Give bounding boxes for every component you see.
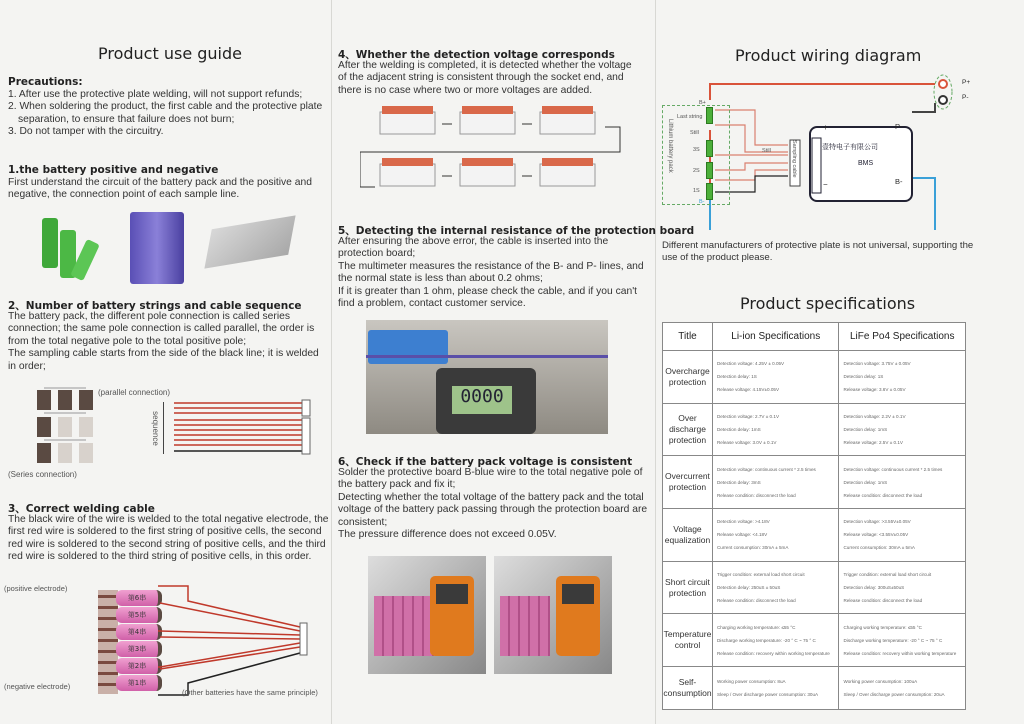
- sampling-cable-diagram: [172, 398, 317, 458]
- cell-label: 第5串: [116, 607, 162, 623]
- cell-label: 第2串: [116, 658, 162, 674]
- probe-wire: [366, 355, 608, 358]
- section1-text: First understand the circuit of the battery pack and the positive and negative, the connection point of each sample line.: [8, 177, 312, 201]
- bms-board-image: [368, 330, 448, 364]
- spec-line: Detection voltage: continuous current * 2.5 times: [843, 466, 943, 472]
- section4-heading: 4、Whether the detection voltage corresponds: [338, 49, 615, 61]
- precaution-item: 3. Do not tamper with the circuitry.: [8, 126, 164, 138]
- spec-line: Release condition: recovery within working temperature: [843, 650, 957, 656]
- spec-cell-lifepo4: [839, 667, 966, 710]
- spec-line: Current consumption: 30mA ± 5mA: [843, 545, 915, 551]
- spec-line: Charging working temperature: ≤55 °C: [716, 624, 796, 630]
- cell-label: 第3串: [116, 641, 162, 657]
- spec-row: [663, 614, 966, 667]
- precautions-list: [8, 89, 328, 139]
- string-label: 3S: [693, 147, 700, 153]
- prismatic-cell-image: [130, 212, 184, 284]
- precaution-item: 1. After use the protective plate welding, will not support refunds;: [8, 89, 303, 100]
- battery-pack-side-image: [98, 590, 118, 694]
- string-label: 1S: [693, 188, 700, 194]
- p-minus-terminal: P-: [962, 94, 969, 101]
- still-label: Still: [762, 148, 771, 154]
- section1-heading: 1.the battery positive and negative: [8, 164, 219, 176]
- section2-text2: The sampling cable starts from the side of the black line; it is welded in order;: [8, 348, 319, 372]
- spec-row-title: Over discharge protection: [663, 403, 713, 456]
- sampling-cable-label: Sampling cable: [791, 140, 797, 178]
- spec-cell-lifepo4: [839, 351, 966, 404]
- spec-cell-lifepo4: [839, 614, 966, 667]
- cell-label: 第6串: [116, 590, 162, 606]
- spec-line: Release condition: disconnect the load: [716, 492, 796, 498]
- spec-line: Working power consumption: 100uA: [843, 679, 918, 685]
- string-label: 2S: [693, 168, 700, 174]
- b-minus-board-label: B-: [895, 177, 903, 186]
- spec-line: Detection voltage: 3.75V ± 0.05V: [843, 361, 911, 367]
- spec-line: Detection delay: 1mS: [843, 427, 888, 433]
- header-liion: Li-ion Specifications: [712, 323, 839, 351]
- section4-text: After the welding is completed, it is detected whether the voltage of the adjacent string is consistent through the socket end, and there is no case where two or more voltages are added.: [338, 60, 632, 96]
- specs-table: [662, 322, 966, 710]
- spec-line: Charging working temperature: ≤55 °C: [843, 624, 922, 630]
- spec-line: Detection delay: 300uS±50uS: [843, 585, 905, 591]
- spec-row-title: Overcharge protection: [663, 351, 713, 404]
- minus-label: −: [823, 180, 828, 189]
- spec-line: Detection delay: 1mS: [843, 479, 888, 485]
- spec-line: Release condition: recovery within working temperature: [716, 650, 830, 656]
- spec-line: Detection voltage: >4.18V: [716, 519, 770, 525]
- welding-wires-diagram: [158, 583, 308, 699]
- bms-label: BMS: [858, 160, 874, 167]
- section6-heading: 6、Check if the battery pack voltage is consistent: [338, 456, 633, 468]
- section6-text: Solder the protective board B-blue wire to the total negative pole of the battery pack and fix it;: [338, 467, 643, 491]
- series-parallel-diagram: [30, 385, 100, 468]
- spec-row: [663, 456, 966, 509]
- spec-line: Discharge working temperature: -20 ° C ~ 75 ° C: [716, 637, 816, 643]
- cell-icon: [706, 162, 713, 179]
- multimeter-photo: [366, 320, 608, 434]
- cylindrical-cell-image: [42, 218, 58, 268]
- spec-row-title: Voltage equalization: [663, 509, 713, 562]
- section3-heading: 3、Correct welding cable: [8, 503, 155, 515]
- other-batteries-note: (Other batteries have the same principle): [182, 688, 318, 697]
- spec-line: Release voltage: <3.55V±0.05V: [843, 532, 909, 538]
- guide-title: Product use guide: [98, 44, 242, 63]
- spec-line: Detection delay: 1S: [716, 374, 757, 380]
- spec-line: Release condition: disconnect the load: [843, 598, 923, 604]
- spec-line: Current consumption: 30mA ± 5mA: [716, 545, 789, 551]
- cell-icon: [706, 140, 713, 157]
- b-minus-label: B-: [699, 199, 705, 205]
- cell-icon: [706, 183, 713, 200]
- section6-text3: The pressure difference does not exceed 0.05V.: [338, 529, 557, 541]
- cell-label: 第1串: [116, 675, 162, 691]
- spec-line: Detection voltage: 4.25V ± 0.05V: [716, 361, 785, 367]
- spec-line: Working power consumption: 8uA: [716, 679, 786, 685]
- spec-line: Release voltage: 2.5V ± 0.1V: [843, 440, 903, 446]
- sequence-arrow: [163, 402, 164, 454]
- spec-line: Trigger condition: external load short circuit: [843, 572, 932, 578]
- voltage-check-photo-2: [494, 556, 612, 674]
- spec-line: Release condition: disconnect the load: [843, 492, 923, 498]
- spec-line: Detection voltage: 2.2V ± 0.1V: [843, 414, 906, 420]
- spec-line: Sleep / Over discharge power consumption: 20uA: [843, 692, 945, 698]
- positive-electrode-label: (positive electrode): [4, 584, 68, 593]
- spec-row: [663, 351, 966, 404]
- spec-line: Release voltage: 3.6V ± 0.05V: [843, 387, 906, 393]
- pouch-cell-image: [204, 215, 295, 268]
- spec-cell-liion: [712, 403, 839, 456]
- spec-line: Detection delay: 1S: [843, 374, 884, 380]
- spec-row-title: Overcurrent protection: [663, 456, 713, 509]
- spec-cell-liion: [712, 456, 839, 509]
- spec-line: Sleep / Over discharge power consumption: 30uA: [716, 692, 819, 698]
- spec-row: [663, 667, 966, 710]
- p-minus-board-label: P-: [895, 122, 903, 131]
- spec-line: Detection voltage: 2.7V ± 0.1V: [716, 414, 780, 420]
- section5-body: [338, 236, 646, 310]
- cell-label: 第4串: [116, 624, 162, 640]
- fold-line: [655, 0, 656, 724]
- spec-cell-liion: [712, 509, 839, 562]
- spec-line: Detection delay: 3mS: [716, 479, 761, 485]
- voltage-check-diagram: [360, 102, 630, 200]
- multimeter-display: 0000: [452, 386, 512, 414]
- section5-text2: The multimeter measures the resistance of the B- and P- lines, and the normal state is less than about 0.2 ohms;: [338, 260, 644, 285]
- spec-line: Detection delay: 250uS ± 50uS: [716, 585, 781, 591]
- spec-cell-lifepo4: [839, 456, 966, 509]
- spec-row: [663, 509, 966, 562]
- voltage-check-photo-1: [368, 556, 486, 674]
- pack-label: Lithium battery pack: [667, 119, 673, 173]
- spec-row-title: Self-consumption: [663, 667, 713, 710]
- p-plus-terminal: P+: [962, 79, 971, 86]
- spec-line: Release condition: disconnect the load: [716, 598, 796, 604]
- header-lifepo4: LiFe Po4 Specifications: [839, 323, 966, 351]
- section2-body: [8, 311, 326, 373]
- cell-icon: [706, 107, 713, 124]
- section3-text: The black wire of the wire is welded to the total negative electrode, the first red wire is soldered to the first string of positive cells, the second red wire is soldered to the second string of positive cells, and the third red wire is soldered to the third string of positive cells, in this order.: [8, 514, 329, 563]
- section2-text: The battery pack, the different pole connection is called series connection; the same pole connection is called parallel, the order is from the total negative pole to the total positive pole;: [8, 311, 315, 347]
- spec-line: Detection voltage: continuous current * 2.5 times: [716, 466, 816, 472]
- header-title: Title: [663, 323, 713, 351]
- spec-cell-lifepo4: [839, 509, 966, 562]
- fold-line: [331, 0, 332, 724]
- cell-stack: [116, 590, 162, 692]
- wiring-note: Different manufacturers of protective plate is not universal, supporting the use of the product please.: [662, 240, 974, 263]
- spec-row: [663, 561, 966, 614]
- spec-row-title: Temperature control: [663, 614, 713, 667]
- spec-line: Detection voltage: >3.55V±0.05V: [843, 519, 911, 525]
- spec-line: Trigger condition: external load short circuit: [716, 572, 805, 578]
- spec-line: Release voltage: <4.18V: [716, 532, 768, 538]
- spec-line: Discharge working temperature: -20 ° C ~ 75 ° C: [843, 637, 943, 643]
- spec-cell-lifepo4: [839, 403, 966, 456]
- sequence-label: sequence: [150, 411, 160, 446]
- plus-label: +: [823, 123, 828, 132]
- negative-electrode-label: (negative electrode): [4, 682, 71, 691]
- precautions-heading: Precautions:: [8, 76, 83, 88]
- string-label: Last string: [677, 114, 703, 120]
- string-label: Still: [690, 130, 699, 136]
- spec-cell-liion: [712, 614, 839, 667]
- spec-cell-liion: [712, 561, 839, 614]
- section5-text3: If it is greater than 1 ohm, please check the cable, and if you can't find a problem, contact customer service.: [338, 285, 638, 310]
- precaution-item: 2. When soldering the product, the first cable and the protective plate separation, to ensure that failure does not burn;: [8, 101, 323, 125]
- section5-heading: 5、Detecting the internal resistance of the protection board: [338, 225, 695, 237]
- section6-body: [338, 467, 650, 541]
- section5-text: After ensuring the above error, the cable is inserted into the protection board;: [338, 236, 609, 260]
- spec-cell-liion: [712, 667, 839, 710]
- spec-row-title: Short circuit protection: [663, 561, 713, 614]
- bms-brand: 壹特电子有限公司: [822, 144, 878, 151]
- spec-cell-liion: [712, 351, 839, 404]
- series-label: (Series connection): [8, 470, 77, 479]
- b-plus-label: B+: [699, 100, 706, 106]
- wiring-title: Product wiring diagram: [735, 46, 922, 65]
- parallel-label: (parallel connection): [98, 388, 171, 397]
- spec-line: Release voltage: 4.15V±0.05V: [716, 387, 780, 393]
- specs-title: Product specifications: [740, 294, 916, 313]
- section2-heading: 2、Number of battery strings and cable sequence: [8, 300, 302, 312]
- section6-text2: Detecting whether the total voltage of the battery pack and the total voltage of the battery pack passing through the protection board are consistent;: [338, 491, 648, 528]
- spec-row: [663, 403, 966, 456]
- spec-cell-lifepo4: [839, 561, 966, 614]
- spec-line: Detection delay: 1mS: [716, 427, 761, 433]
- spec-line: Release voltage: 3.0V ± 0.1V: [716, 440, 777, 446]
